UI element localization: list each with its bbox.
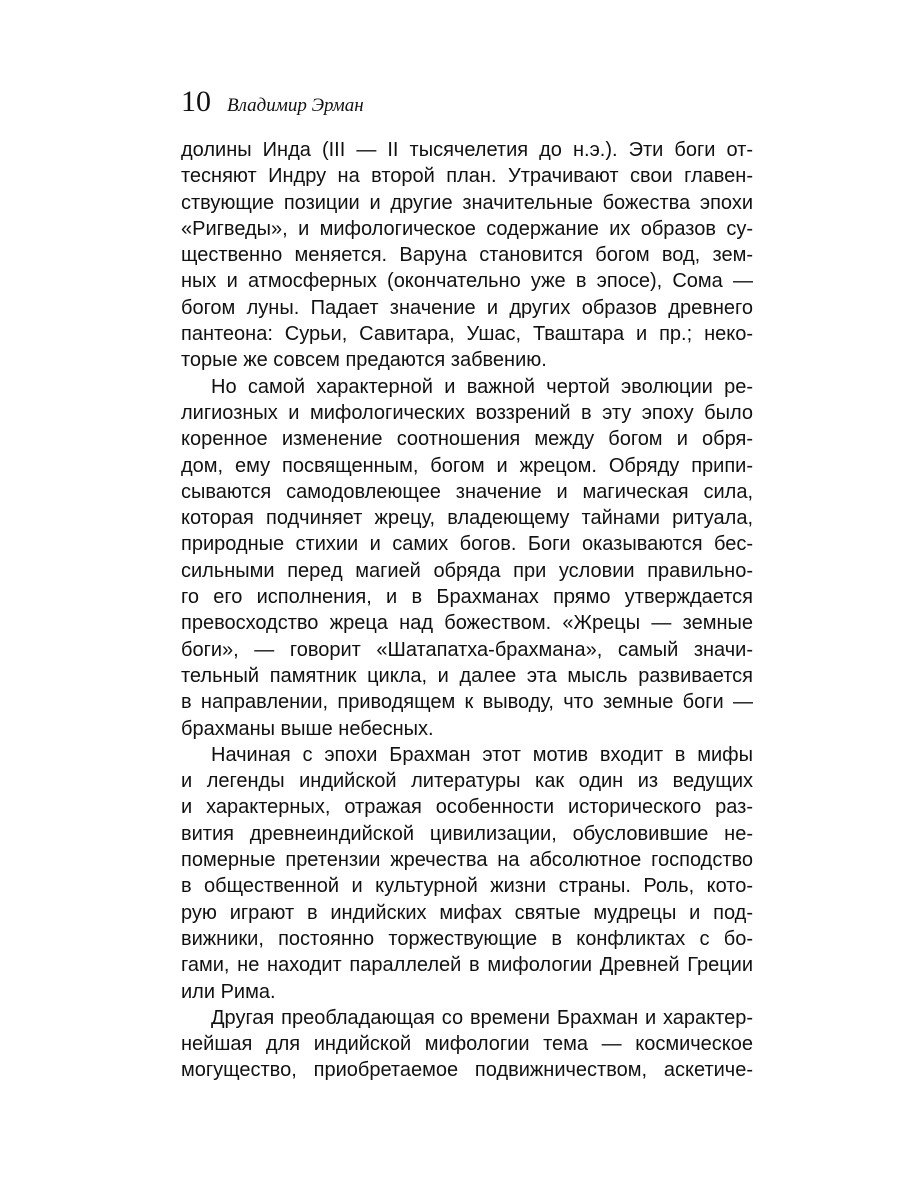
text-line: могущество, приобретаемое подвижничеством, аскетиче- (181, 1059, 753, 1082)
text-line: нейшая для индийской мифологии тема — космическое (181, 1033, 753, 1056)
text-line: и характерных, отражая особенности исторического раз- (181, 796, 753, 819)
text-line: «Ригведы», и мифологическое содержание их образов су- (181, 217, 753, 240)
text-line: долины Инда (III — II тысячелетия до н.э.). Эти боги от- (181, 139, 753, 161)
text-line: в направлении, приводящем к выводу, что земные боги — (181, 691, 753, 714)
text-line: коренное изменение соотношения между богом и обря- (181, 428, 753, 451)
text-line: Но самой характерной и важной чертой эволюции ре- (211, 375, 753, 398)
body-text (181, 137, 753, 1084)
text-line: или Рима. (181, 980, 276, 1003)
text-line: гами, не находит параллелей в мифологии Древней Греции (181, 954, 753, 977)
text-line: богом луны. Падает значение и других образов древнего (181, 296, 753, 319)
text-line: лигиозных и мифологических воззрений в эту эпоху было (181, 401, 753, 424)
text-line: брахманы выше небесных. (181, 717, 434, 740)
text-line: вития древнеиндийской цивилизации, обусловившие не- (181, 822, 753, 845)
text-line: природные стихии и самих богов. Боги оказываются бес- (181, 533, 753, 556)
text-line: в общественной и культурной жизни страны. Роль, кото- (181, 875, 753, 898)
text-line: го его исполнения, и в Брахманах прямо утверждается (181, 586, 753, 609)
text-line: и легенды индийской литературы как один из ведущих (181, 770, 753, 793)
text-line: сываются самодовлеющее значение и магическая сила, (181, 480, 753, 503)
text-line: превосходство жреца над божеством. «Жрецы — земные (181, 612, 753, 635)
text-line: тесняют Индру на второй план. Утрачивают свои главен- (181, 165, 753, 188)
page-header (181, 84, 364, 124)
text-line: вижники, постоянно торжествующие в конфликтах с бо- (181, 927, 753, 950)
text-line: ствующие позиции и другие значительные божества эпохи (181, 191, 753, 214)
text-line: дом, ему посвященным, богом и жрецом. Обряду припи- (181, 454, 753, 477)
text-line: сильными перед магией обряда при условии правильно- (181, 559, 753, 582)
running-head: Владимир Эрман (227, 95, 364, 116)
page-number: 10 (181, 85, 211, 118)
text-line: пантеона: Сурьи, Савитара, Ушас, Тваштара и пр.; неко- (181, 323, 753, 346)
text-line: боги», — говорит «Шатапатха-брахмана», самый значи- (181, 638, 753, 661)
text-line: щественно меняется. Варуна становится богом вод, зем- (181, 244, 753, 267)
paragraph (181, 1005, 753, 1084)
text-line: Начиная с эпохи Брахман этот мотив входит в мифы (211, 743, 753, 766)
paragraph (181, 137, 753, 374)
text-line: тельный памятник цикла, и далее эта мысль развивается (181, 664, 753, 687)
text-line: ных и атмосферных (окончательно уже в эпосе), Сома — (181, 270, 753, 293)
text-line: которая подчиняет жрецу, владеющему тайнами ритуала, (181, 507, 753, 530)
text-line: рую играют в индийских мифах святые мудрецы и под- (181, 901, 753, 924)
text-line: торые же совсем предаются забвению. (181, 349, 547, 372)
paragraph (181, 374, 753, 742)
paragraph (181, 742, 753, 1005)
text-line: Другая преобладающая со времени Брахман и характер- (211, 1006, 753, 1029)
text-line: померные претензии жречества на абсолютное господство (181, 849, 753, 872)
